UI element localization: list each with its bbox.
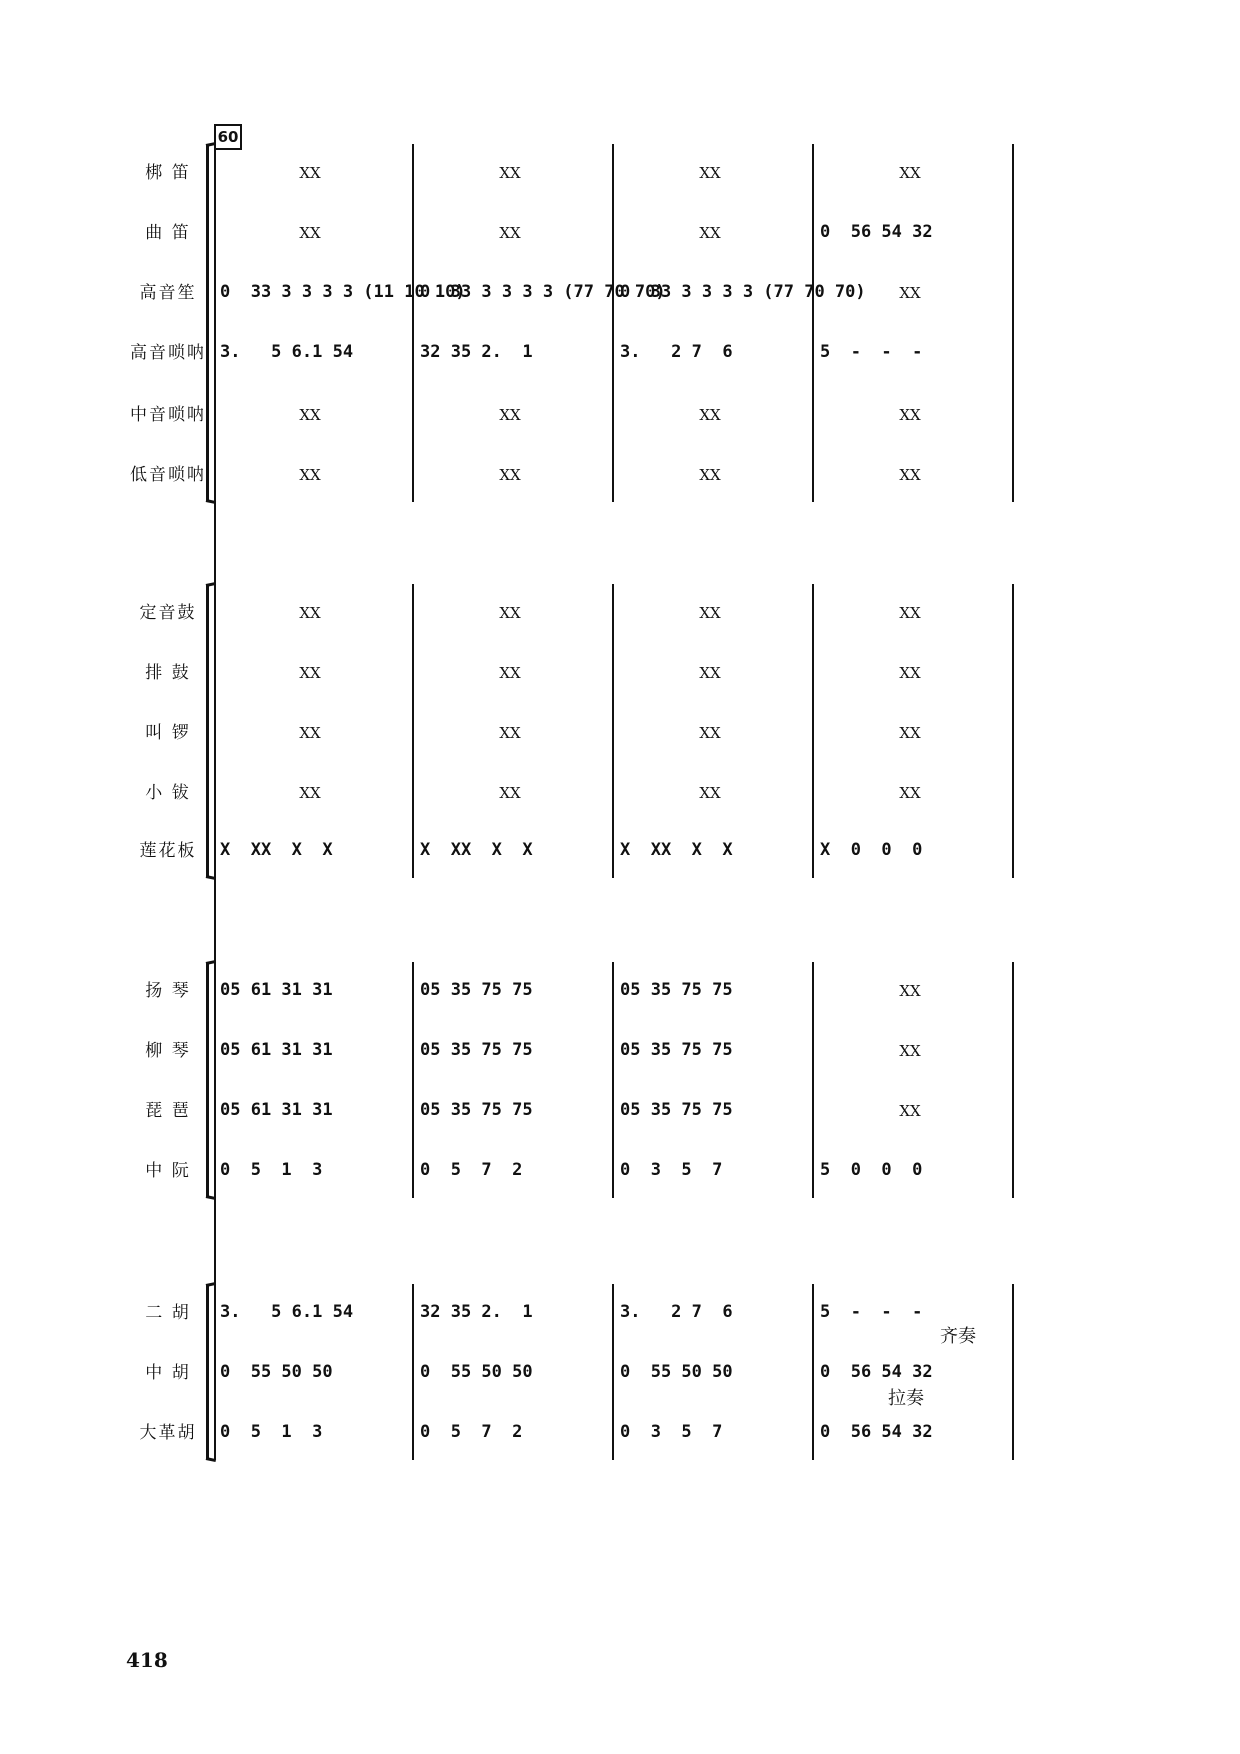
measure-rest: XX — [499, 466, 521, 484]
measure-rest: XX — [499, 406, 521, 424]
measure-notes: 0 33 3 3 3 3 (11 10 10) — [220, 282, 466, 302]
barline — [412, 962, 414, 1198]
measure — [420, 1028, 600, 1084]
measure — [620, 330, 800, 386]
measure — [420, 968, 600, 1024]
measure-notes: 0 33 3 3 3 3 (77 70 70) — [420, 282, 666, 302]
measure-notes: 05 61 31 31 — [220, 1100, 333, 1120]
measure — [620, 1148, 800, 1204]
measure-rest: XX — [299, 164, 321, 182]
measure — [220, 452, 400, 508]
instrument-label: 小 钹 — [145, 783, 191, 803]
instrument-label: 琵 琶 — [145, 1101, 191, 1121]
measure — [220, 330, 400, 386]
staff-row — [0, 1028, 1240, 1084]
measure — [220, 650, 400, 706]
measure-notes: 32 35 2. 1 — [420, 342, 533, 362]
measure — [420, 590, 600, 646]
measure — [220, 210, 400, 266]
rehearsal-mark: 60 — [214, 124, 242, 150]
barline — [412, 1284, 414, 1460]
measure — [620, 1410, 800, 1466]
measure — [420, 330, 600, 386]
measure-notes: 3. 2 7 6 — [620, 342, 733, 362]
staff-row — [0, 330, 1240, 386]
measure-notes: X XX X X — [220, 840, 333, 860]
staff-row — [0, 150, 1240, 206]
staff-row — [0, 210, 1240, 266]
instrument-label: 中 胡 — [145, 1363, 191, 1383]
measure — [820, 968, 1000, 1024]
measure-rest: XX — [899, 1102, 921, 1120]
instrument-label: 排 鼓 — [145, 663, 191, 683]
barline — [812, 962, 814, 1198]
measure-notes: 0 5 1 3 — [220, 1160, 323, 1180]
measure-rest: XX — [899, 724, 921, 742]
measure — [820, 210, 1000, 266]
staff-row — [0, 392, 1240, 448]
measure — [620, 710, 800, 766]
measure-rest: XX — [299, 664, 321, 682]
staff-row — [0, 590, 1240, 646]
measure-rest: XX — [899, 284, 921, 302]
measure — [220, 1350, 400, 1406]
staff-row — [0, 770, 1240, 826]
measure — [420, 1410, 600, 1466]
staff-row — [0, 650, 1240, 706]
barline — [1012, 962, 1014, 1198]
measure-rest: XX — [899, 164, 921, 182]
measure — [420, 150, 600, 206]
measure — [220, 1088, 400, 1144]
instrument-label: 定音鼓 — [139, 603, 197, 623]
staff-row — [0, 1410, 1240, 1466]
barline — [612, 962, 614, 1198]
measure-notes: 0 33 3 3 3 3 (77 70 70) — [620, 282, 866, 302]
measure-notes: 5 - - - — [820, 1302, 923, 1322]
measure-rest: XX — [699, 224, 721, 242]
measure — [820, 452, 1000, 508]
measure-notes: X XX X X — [420, 840, 533, 860]
instrument-label: 中 阮 — [145, 1161, 191, 1181]
measure — [820, 650, 1000, 706]
measure-notes: 05 35 75 75 — [420, 1100, 533, 1120]
measure-rest: XX — [699, 664, 721, 682]
measure-rest: XX — [699, 406, 721, 424]
page-number: 418 — [126, 1648, 168, 1672]
measure-rest: XX — [499, 224, 521, 242]
measure-rest: XX — [899, 406, 921, 424]
measure — [220, 1148, 400, 1204]
measure-notes: 3. 5 6.1 54 — [220, 342, 354, 362]
measure-rest: XX — [699, 784, 721, 802]
measure — [820, 1410, 1000, 1466]
measure-rest: XX — [899, 664, 921, 682]
measure — [620, 770, 800, 826]
measure-notes: 0 5 7 2 — [420, 1422, 523, 1442]
barline — [1012, 1284, 1014, 1460]
instrument-label: 大革胡 — [139, 1423, 197, 1443]
system-line — [214, 144, 216, 1460]
measure-rest: XX — [299, 224, 321, 242]
barline — [412, 144, 414, 502]
measure — [420, 1088, 600, 1144]
measure-rest: XX — [899, 466, 921, 484]
staff-row — [0, 710, 1240, 766]
measure — [220, 392, 400, 448]
group-bracket — [206, 584, 209, 878]
measure-rest: XX — [499, 604, 521, 622]
measure-notes: 0 56 54 32 — [820, 1362, 933, 1382]
measure — [820, 1088, 1000, 1144]
group-bracket — [206, 962, 209, 1198]
measure-notes: X 0 0 0 — [820, 840, 923, 860]
measure — [420, 770, 600, 826]
barline — [812, 1284, 814, 1460]
measure — [820, 1148, 1000, 1204]
staff-row — [0, 1290, 1240, 1346]
measure — [220, 1410, 400, 1466]
barline — [612, 1284, 614, 1460]
measure — [220, 590, 400, 646]
measure-rest: XX — [699, 466, 721, 484]
measure-notes: 0 3 5 7 — [620, 1422, 723, 1442]
measure-notes: 0 5 7 2 — [420, 1160, 523, 1180]
measure-notes: 0 5 1 3 — [220, 1422, 323, 1442]
measure-notes: 05 61 31 31 — [220, 1040, 333, 1060]
measure — [620, 150, 800, 206]
barline — [1012, 144, 1014, 502]
measure-notes: X XX X X — [620, 840, 733, 860]
instrument-label: 莲花板 — [139, 841, 197, 861]
measure — [220, 150, 400, 206]
instrument-label: 低音唢呐 — [130, 465, 206, 485]
measure — [620, 210, 800, 266]
measure — [820, 710, 1000, 766]
measure-notes: 05 61 31 31 — [220, 980, 333, 1000]
staff-row — [0, 1148, 1240, 1204]
measure — [620, 1028, 800, 1084]
measure — [820, 150, 1000, 206]
barline — [1012, 584, 1014, 878]
measure-notes: 0 3 5 7 — [620, 1160, 723, 1180]
measure — [620, 1350, 800, 1406]
measure-notes: 3. 2 7 6 — [620, 1302, 733, 1322]
barline — [412, 584, 414, 878]
measure-rest: XX — [899, 784, 921, 802]
measure-rest: XX — [299, 406, 321, 424]
measure-rest: XX — [299, 784, 321, 802]
measure-notes: 0 55 50 50 — [220, 1362, 333, 1382]
measure — [420, 270, 666, 326]
staff-row — [0, 1088, 1240, 1144]
group-bracket — [206, 1284, 209, 1460]
measure-rest: XX — [899, 604, 921, 622]
measure-rest: XX — [699, 724, 721, 742]
measure — [820, 392, 1000, 448]
measure-notes: 05 35 75 75 — [420, 980, 533, 1000]
measure — [820, 1028, 1000, 1084]
instrument-label: 二 胡 — [145, 1303, 191, 1323]
staff-row — [0, 452, 1240, 508]
measure — [420, 392, 600, 448]
measure — [820, 590, 1000, 646]
measure — [620, 968, 800, 1024]
measure — [420, 828, 600, 884]
measure — [420, 452, 600, 508]
measure — [620, 1290, 800, 1346]
measure-rest: XX — [899, 982, 921, 1000]
measure-notes: 5 0 0 0 — [820, 1160, 923, 1180]
measure — [220, 710, 400, 766]
measure-notes: 05 35 75 75 — [420, 1040, 533, 1060]
instrument-label: 扬 琴 — [145, 981, 191, 1001]
measure — [220, 968, 400, 1024]
measure — [620, 590, 800, 646]
measure-notes: 0 55 50 50 — [420, 1362, 533, 1382]
instrument-label: 曲 笛 — [145, 223, 191, 243]
measure — [220, 1028, 400, 1084]
measure — [820, 330, 1000, 386]
measure-rest: XX — [899, 1042, 921, 1060]
group-bracket — [206, 144, 209, 502]
instrument-label: 梆 笛 — [145, 163, 191, 183]
measure-notes: 05 35 75 75 — [620, 1100, 733, 1120]
measure-rest: XX — [699, 164, 721, 182]
measure-notes: 0 56 54 32 — [820, 1422, 933, 1442]
measure — [420, 650, 600, 706]
barline — [812, 584, 814, 878]
measure — [620, 1088, 800, 1144]
measure — [620, 828, 800, 884]
measure — [420, 1350, 600, 1406]
measure-rest: XX — [699, 604, 721, 622]
measure-notes: 3. 5 6.1 54 — [220, 1302, 354, 1322]
annotation-qizou: 齐奏 — [940, 1326, 976, 1347]
barline — [612, 144, 614, 502]
instrument-label: 高音笙 — [139, 283, 197, 303]
measure-rest: XX — [499, 784, 521, 802]
measure-rest: XX — [299, 724, 321, 742]
measure-notes: 0 55 50 50 — [620, 1362, 733, 1382]
measure — [820, 828, 1000, 884]
measure-notes: 05 35 75 75 — [620, 980, 733, 1000]
measure — [220, 770, 400, 826]
measure — [420, 1290, 600, 1346]
measure — [620, 650, 800, 706]
instrument-label: 柳 琴 — [145, 1041, 191, 1061]
measure — [220, 1290, 400, 1346]
measure — [420, 710, 600, 766]
barline — [812, 144, 814, 502]
measure — [620, 452, 800, 508]
measure — [820, 770, 1000, 826]
staff-row — [0, 1350, 1240, 1406]
measure — [220, 270, 466, 326]
measure-notes: 0 56 54 32 — [820, 222, 933, 242]
measure-rest: XX — [299, 466, 321, 484]
measure — [620, 392, 800, 448]
instrument-label: 叫 锣 — [145, 723, 191, 743]
annotation-lazou: 拉奏 — [888, 1388, 924, 1409]
measure — [220, 828, 400, 884]
staff-row — [0, 828, 1240, 884]
measure-rest: XX — [299, 604, 321, 622]
measure — [420, 210, 600, 266]
measure — [420, 1148, 600, 1204]
instrument-label: 中音唢呐 — [130, 405, 206, 425]
instrument-label: 高音唢呐 — [130, 343, 206, 363]
measure-rest: XX — [499, 664, 521, 682]
measure-notes: 05 35 75 75 — [620, 1040, 733, 1060]
staff-row — [0, 270, 1240, 326]
measure — [620, 270, 866, 326]
measure-rest: XX — [499, 164, 521, 182]
barline — [612, 584, 614, 878]
measure-rest: XX — [499, 724, 521, 742]
measure — [820, 270, 1000, 326]
measure-notes: 5 - - - — [820, 342, 923, 362]
measure-notes: 32 35 2. 1 — [420, 1302, 533, 1322]
staff-row — [0, 968, 1240, 1024]
